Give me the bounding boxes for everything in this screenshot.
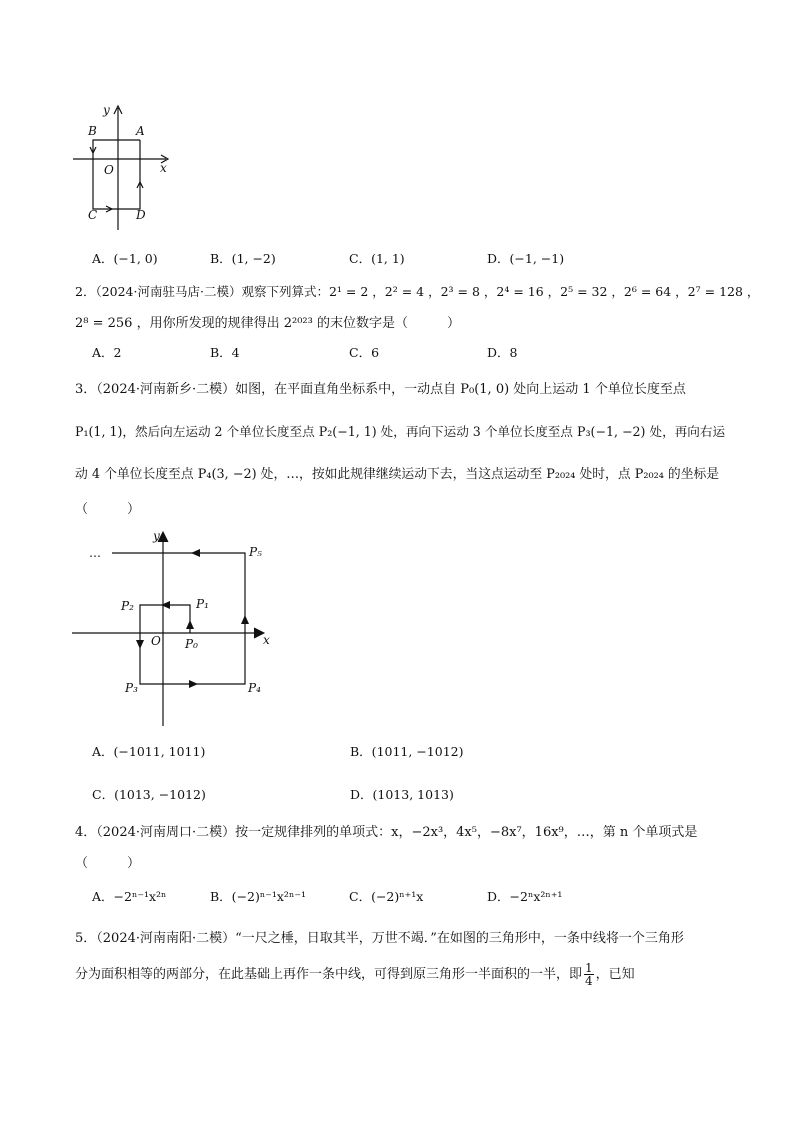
- q5-fraction-numerator: 1: [585, 961, 593, 975]
- arrow-left-icon: [161, 601, 170, 609]
- q3-option-b[interactable]: B．(1011, −1012): [350, 744, 464, 759]
- q2-line-2: 2⁸ = 256 ，用你所发现的规律得出 2²⁰²³ 的末位数字是（ ）: [75, 316, 460, 331]
- q2-option-b[interactable]: B．4: [210, 345, 240, 360]
- fig2-p0-label: P₀: [185, 637, 198, 651]
- q5-fraction: [584, 962, 594, 987]
- q4-line-1: 4．（2024·河南周口·二模）按一定规律排列的单项式：x，−2x³，4x⁵，−8x⁷，16x⁹，…，第 n 个单项式是: [75, 825, 698, 840]
- fig1-origin-label: O: [104, 163, 114, 177]
- q1-option-d[interactable]: D．(−1, −1): [487, 251, 565, 266]
- q4-option-b[interactable]: B．(−2)ⁿ⁻¹x²ⁿ⁻¹: [210, 889, 306, 904]
- q1-option-a[interactable]: A．(−1, 0): [92, 251, 158, 266]
- fig1-point-c-label: C: [88, 208, 98, 222]
- q2-option-a[interactable]: A．2: [92, 345, 122, 360]
- fig2-p1-label: P₁: [196, 597, 209, 611]
- q3-option-c[interactable]: C．(1013, −1012): [92, 787, 206, 802]
- q3-line-3: 动 4 个单位长度至点 P₄(3, −2) 处，…，按如此规律继续运动下去，当这点运动至 P₂₀₂₄ 处时，点 P₂₀₂₄ 的坐标是: [75, 467, 720, 482]
- fig1-y-label: y: [103, 103, 110, 117]
- arrow-right-icon: [189, 680, 198, 688]
- arrow-down-icon: [136, 640, 144, 649]
- fig2-x-label: x: [263, 633, 270, 647]
- q4-option-c[interactable]: C．(−2)ⁿ⁺¹x: [349, 889, 424, 904]
- q1-option-c[interactable]: C．(1, 1): [349, 251, 405, 266]
- arrow-up-icon: [241, 615, 249, 624]
- q4-option-d[interactable]: D．−2ⁿx²ⁿ⁺¹: [487, 889, 563, 904]
- q2-option-c[interactable]: C．6: [349, 345, 380, 360]
- spiral-path: [112, 553, 245, 684]
- fig2-p4-label: P₄: [248, 681, 261, 695]
- q5-line-2: [75, 962, 635, 987]
- fig1-point-d-label: D: [136, 208, 146, 222]
- fig1-x-label: x: [160, 161, 167, 175]
- fig2-ellipsis: …: [89, 546, 101, 560]
- q2-option-d[interactable]: D．8: [487, 345, 518, 360]
- fig2-y-label: y: [153, 529, 160, 543]
- q2-line-1: 2．（2024·河南驻马店·二模）观察下列算式：2¹ = 2 ，2² = 4 ，2³ = 8 ，2⁴ = 16 ，2⁵ = 32 ，2⁶ = 64 ，2⁷ = 128 ，: [75, 284, 760, 299]
- arrow-left-icon: [191, 549, 200, 557]
- q3-line-1: 3．（2024·河南新乡·二模）如图，在平面直角坐标系中，一动点自 P₀(1, 0) 处向上运动 1 个单位长度至点: [75, 382, 686, 397]
- q4-line-2: （ ）: [75, 856, 141, 871]
- q5-line-2-text: 分为面积相等的两部分，在此基础上再作一条中线，可得到原三角形一半面积的一半，即: [75, 967, 583, 982]
- fig2-origin-label: O: [151, 634, 161, 648]
- q3-option-a[interactable]: A．(−1011, 1011): [92, 744, 206, 759]
- q5-fraction-denominator: 4: [585, 974, 593, 988]
- q5-line-1: 5．（2024·河南南阳·二模）“一尺之棰，日取其半，万世不竭．”在如图的三角形中，一条中线将一个三角形: [75, 931, 684, 946]
- fig2-p3-label: P₃: [125, 681, 138, 695]
- q1-option-b[interactable]: B．(1, −2): [210, 251, 276, 266]
- q3-line-2: P₁(1, 1)，然后向左运动 2 个单位长度至点 P₂(−1, 1) 处，再向下运动 3 个单位长度至点 P₃(−1, −2) 处，再向右运: [75, 424, 726, 439]
- q5-line-2-tail: ，已知: [595, 967, 635, 982]
- q4-option-a[interactable]: A．−2ⁿ⁻¹x²ⁿ: [92, 889, 167, 904]
- fig1-point-b-label: B: [88, 124, 97, 138]
- fig1-point-a-label: A: [136, 124, 145, 138]
- fig2-p5-label: P₅: [249, 545, 262, 559]
- arrow-up-icon: [186, 620, 194, 629]
- q3-line-4: （ ）: [75, 502, 141, 517]
- fig2-p2-label: P₂: [121, 599, 134, 613]
- rectangle-path: [93, 140, 140, 209]
- q3-option-d[interactable]: D．(1013, 1013): [350, 787, 454, 802]
